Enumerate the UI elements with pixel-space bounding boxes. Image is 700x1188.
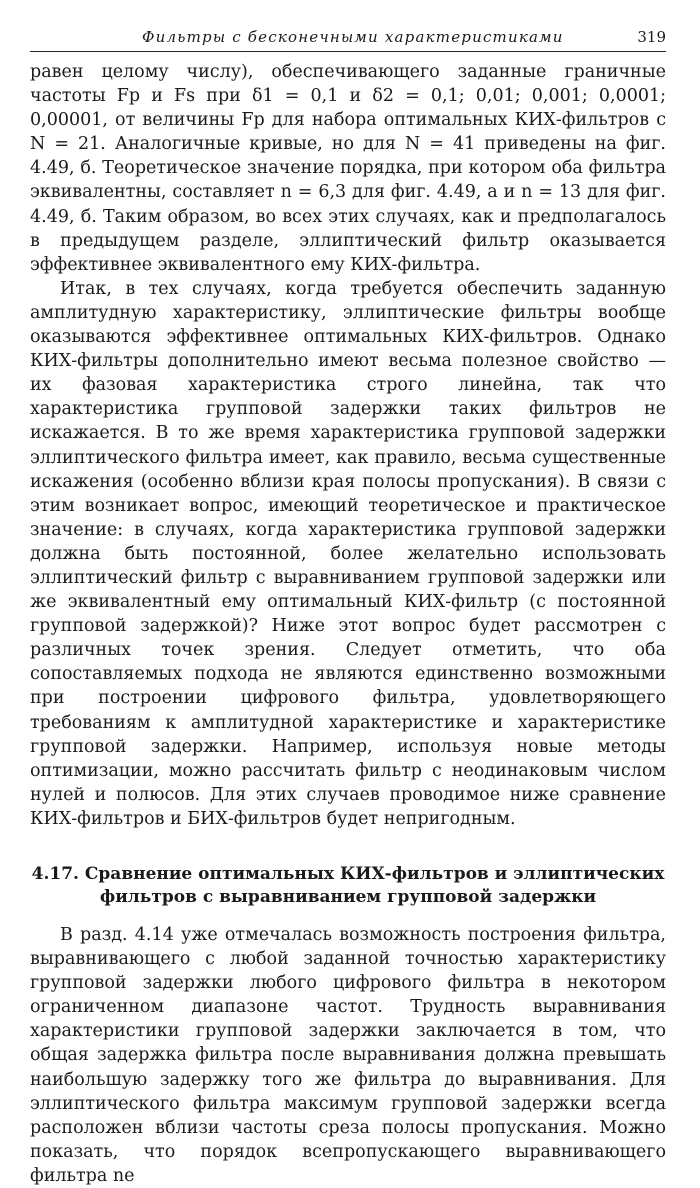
- section-paragraph: В разд. 4.14 уже отмечалась возможность построения фильтра, выравнивающего с любой заданной точностью характеристику групповой задержки любого цифрового фильтра в некотором ограниченном диапазоне частот. Трудность выравнивания характеристики групповой задержки заключается в том, что общая задержка фильтра после выравнивания должна превышать наибольшую задержку того же фильтра до выравнивания. Для эллиптического фильтра максимум групповой задержки всегда расположен вблизи частоты среза полосы пропускания. Можно показать, что порядок всепропускающего выравнивающего фильтра ne: [30, 925, 666, 1186]
- section-body: [30, 923, 666, 1188]
- running-header: [30, 28, 666, 52]
- section-heading: 4.17. Сравнение оптимальных КИХ-фильтров и эллиптических фильтров с выравниванием групповой задержки: [31, 864, 665, 907]
- running-title: Фильтры с бесконечными характеристиками: [142, 28, 564, 46]
- page-number: 319: [637, 28, 666, 46]
- paragraph-conclusion: Итак, в тех случаях, когда требуется обеспечить заданную амплитудную характеристику, эллиптические фильтры вообще оказываются эффективнее оптимальных КИХ-фильтров. Однако КИХ-фильтры дополнительно имеют весьма полезное свойство — их фазовая характеристика строго линейна, так что характеристика групповой задержки таких фильтров не искажается. В то же время характеристика групповой задержки эллиптического фильтра имеет, как правило, весьма существенные искажения (особенно вблизи края полосы пропускания). В связи с этим возникает вопрос, имеющий теоретическое и практическое значение: в случаях, когда характеристика групповой задержки должна быть постоянной, более желательно использовать эллиптический фильтр с выравниванием групповой задержки или же эквивалентный ему оптимальный КИХ-фильтр (с постоянной групповой задержкой)? Ниже этот вопрос будет рассмотрен с различных точек зрения. Следует отметить, что оба сопоставляемых подхода не являются единственно возможными при построении цифрового фильтра, удовлетворяющего требованиям к амплитудной характеристике и характеристике групповой задержки. Например, используя новые методы оптимизации, можно рассчитать фильтр с неодинаковым числом нулей и полюсов. Для этих случаев проводимое ниже сравнение КИХ-фильтров и БИХ-фильтров будет непригодным.: [30, 278, 666, 829]
- body-text: [30, 60, 666, 831]
- book-page: [30, 28, 666, 1188]
- paragraph-continuation: равен целому числу), обеспечивающего заданные граничные частоты Fp и Fs при δ1 = 0,1 и δ2 = 0,1; 0,01; 0,001; 0,0001; 0,00001, от величины Fp для набора оптимальных КИХ-фильтров с N = 21. Аналогичные кривые, но для N = 41 приведены на фиг. 4.49, б. Теоретическое значение порядка, при котором оба фильтра эквивалентны, составляет n = 6,3 для фиг. 4.49, а и n = 13 для фиг. 4.49, б. Таким образом, во всех этих случаях, как и предполагалось в предыдущем разделе, эллиптический фильтр оказывается эффективнее эквивалентного ему КИХ-фильтра.: [30, 62, 666, 275]
